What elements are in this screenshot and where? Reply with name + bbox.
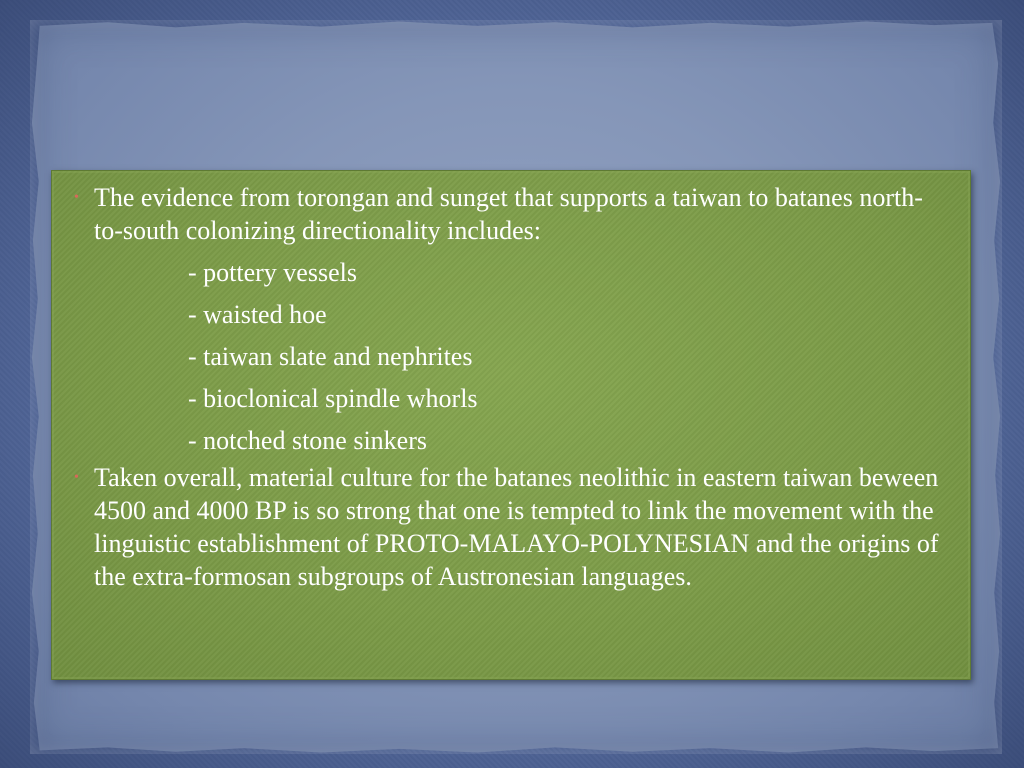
bullet-marker-icon: • bbox=[74, 190, 79, 205]
sub-item: - pottery vessels bbox=[188, 258, 357, 287]
bullet-item-conclusion bbox=[74, 461, 950, 593]
sub-item: - bioclonical spindle whorls bbox=[188, 384, 478, 413]
bullet-marker-icon: • bbox=[74, 470, 79, 485]
sub-item: - taiwan slate and nephrites bbox=[188, 342, 473, 371]
bullet-item-evidence bbox=[74, 181, 950, 457]
bullet-text: The evidence from torongan and sunget that supports a taiwan to batanes north-to-south colonizing directionality includes: bbox=[94, 183, 923, 245]
sub-item: - notched stone sinkers bbox=[188, 426, 428, 455]
bullet-text: Taken overall, material culture for the batanes neolithic in eastern taiwan beween 4500 and 4000 BP is so strong that one is tempted to link the movement with the linguistic establishment of PROTO-MALAYO-POLYNESIAN and the origins of the extra-formosan subgroups of Austronesian languages. bbox=[94, 463, 939, 591]
content-box bbox=[51, 170, 971, 680]
sub-item: - waisted hoe bbox=[188, 300, 327, 329]
sub-item-list bbox=[94, 256, 950, 457]
bullet-list bbox=[74, 181, 950, 593]
